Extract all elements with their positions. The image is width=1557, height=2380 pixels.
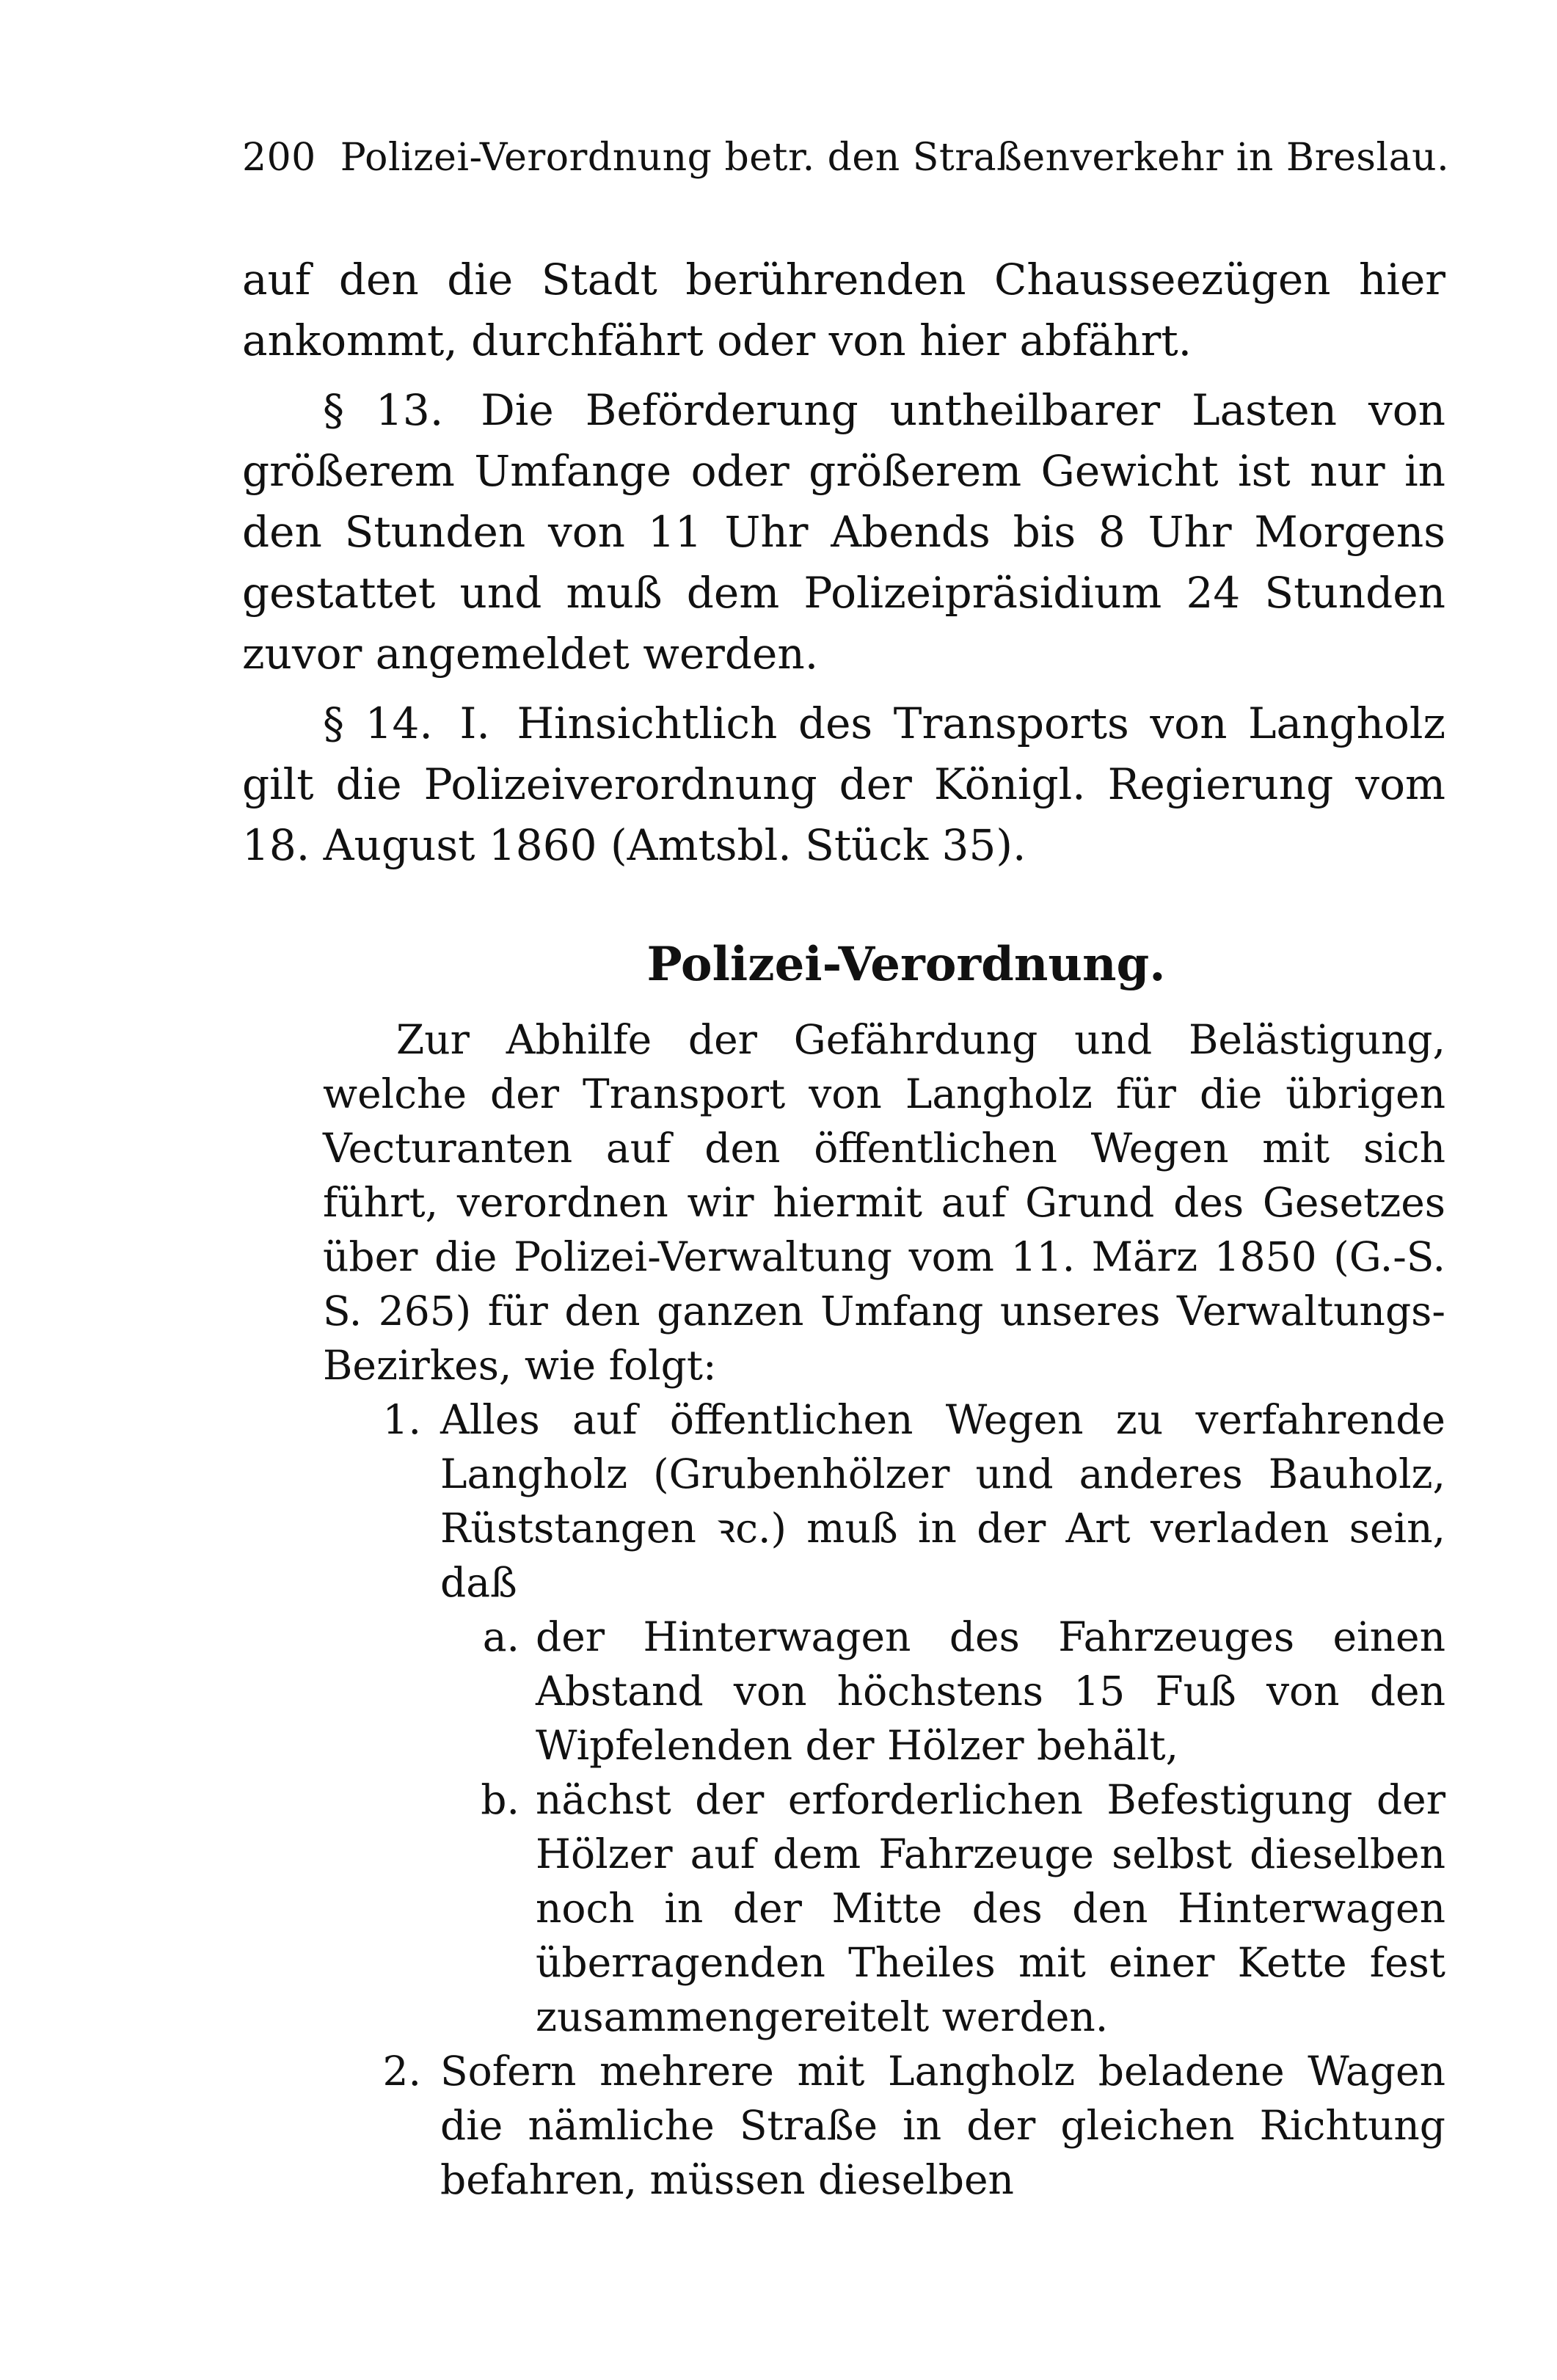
section-14-mark: § 14. [323, 698, 433, 748]
item-number: 1. [382, 1396, 421, 1443]
main-text [242, 249, 1445, 876]
section-14-text: Hinsichtlich des Transports von Langholz gilt die Polizeiverordnung der Königl. Regierung vom 18. August 1860 (Amtsbl. Stück 35). [242, 698, 1445, 870]
decree-title: Polizei-Verordnung. [646, 937, 1166, 992]
running-title: Polizei-Verordnung betr. den Straßenverkehr in Breslau. [340, 136, 1450, 180]
section-14-numeral: I. [459, 698, 490, 748]
decree-subitem-a [440, 1610, 1445, 1773]
page-number: 200 [242, 136, 316, 180]
subitem-letter: b. [481, 1776, 519, 1823]
item-text: Alles auf öffentlichen Wegen zu verfahrende Langholz (Grubenhölzer und anderes Bauholz, Rüststangen ꝛc.) muß in der Art verladen sein, daß [440, 1396, 1445, 1606]
item-text: Sofern mehrere mit Langholz beladene Wagen die nämliche Straße in der gleichen Richtung befahren, müssen dieselben [440, 2048, 1445, 2203]
decree-item-1 [323, 1392, 1445, 1610]
decree-subitem-b [440, 1773, 1445, 2044]
decree-item-2 [323, 2044, 1445, 2207]
continuation-paragraph: auf den die Stadt berührenden Chausseezügen hier ankommt, durchfährt oder von hier abfährt. [242, 255, 1445, 365]
subitem-letter: a. [482, 1613, 519, 1660]
paragraph-13 [242, 380, 1445, 685]
section-13-mark: § 13. [323, 385, 444, 435]
section-13-text: Die Beförderung untheilbarer Lasten von größerem Umfange oder größerem Gewicht ist nur in den Stunden von 11 Uhr Abends bis 8 Uhr Morgens gestattet und muß dem Polizeipräsidium 24 Stunden zuvor angemeldet werden. [242, 385, 1445, 679]
subitem-text: nächst der erforderlichen Befestigung der Hölzer auf dem Fahrzeuge selbst dieselben noch in der Mitte des den Hinterwagen überragenden Theiles mit einer Kette fest zusammengereitelt werden. [536, 1776, 1445, 2040]
running-header [242, 132, 1460, 183]
quoted-decree [323, 932, 1445, 2207]
item-number: 2. [382, 2048, 421, 2095]
subitem-text: der Hinterwagen des Fahrzeuges einen Abstand von höchstens 15 Fuß von den Wipfelenden der Hölzer behält, [536, 1613, 1445, 1769]
paragraph-14 [242, 693, 1445, 876]
decree-intro: Zur Abhilfe der Gefährdung und Belästigung, welche der Transport von Langholz für die übrigen Vecturanten auf den öffentlichen Wegen mit sich führt, verordnen wir hiermit auf Grund des Gesetzes über die Polizei-Verwaltung vom 11. März 1850 (G.-S. S. 265) für den ganzen Umfang unseres Verwaltungs-Bezirkes, wie folgt: [323, 1016, 1445, 1389]
